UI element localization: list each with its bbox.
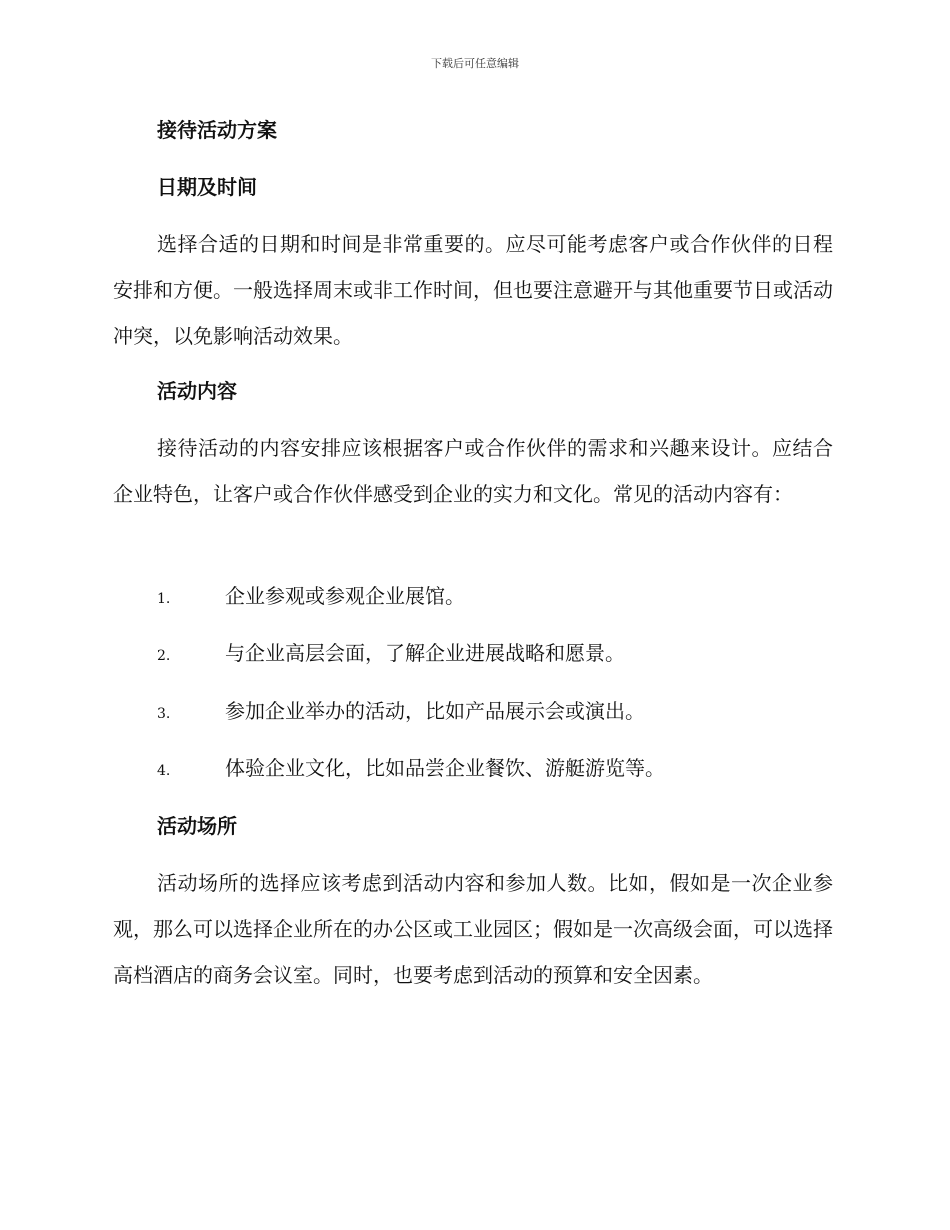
section-heading-venue: 活动场所 (157, 814, 237, 838)
section-heading-date-time: 日期及时间 (157, 175, 257, 199)
section-heading-content: 活动内容 (157, 379, 237, 403)
list-item (157, 754, 837, 785)
list-text: 参加企业举办的活动，比如产品展示会或演出。 (225, 699, 645, 723)
section-body-date-time: 选择合适的日期和时间是非常重要的。应尽可能考虑客户或合作伙伴的日程安排和方便。一般选择周末或非工作时间，但也要注意避开与其他重要节日或活动冲突，以免影响活动效果。 (113, 232, 833, 348)
list-item (157, 697, 837, 728)
list-item (157, 639, 837, 670)
page-header: 下载后可任意编辑 (431, 57, 519, 70)
list-number: 1. (157, 591, 171, 607)
list-number: 2. (157, 648, 171, 664)
section-body-venue: 活动场所的选择应该考虑到活动内容和参加人数。比如，假如是一次企业参观，那么可以选择企业所在的办公区或工业园区；假如是一次高级会面，可以选择高档酒店的商务会议室。同时，也要考虑到活动的预算和安全因素。 (113, 871, 833, 987)
list-number: 3. (157, 706, 171, 722)
section-body-content: 接待活动的内容安排应该根据客户或合作伙伴的需求和兴趣来设计。应结合企业特色，让客户或合作伙伴感受到企业的实力和文化。常见的活动内容有： (113, 436, 833, 506)
list-number: 4. (157, 763, 171, 779)
list-text: 与企业高层会面，了解企业进展战略和愿景。 (225, 641, 625, 665)
list-text: 企业参观或参观企业展馆。 (225, 584, 465, 608)
list-text: 体验企业文化，比如品尝企业餐饮、游艇游览等。 (225, 756, 665, 780)
document-title: 接待活动方案 (157, 118, 277, 142)
list-item (157, 582, 837, 613)
